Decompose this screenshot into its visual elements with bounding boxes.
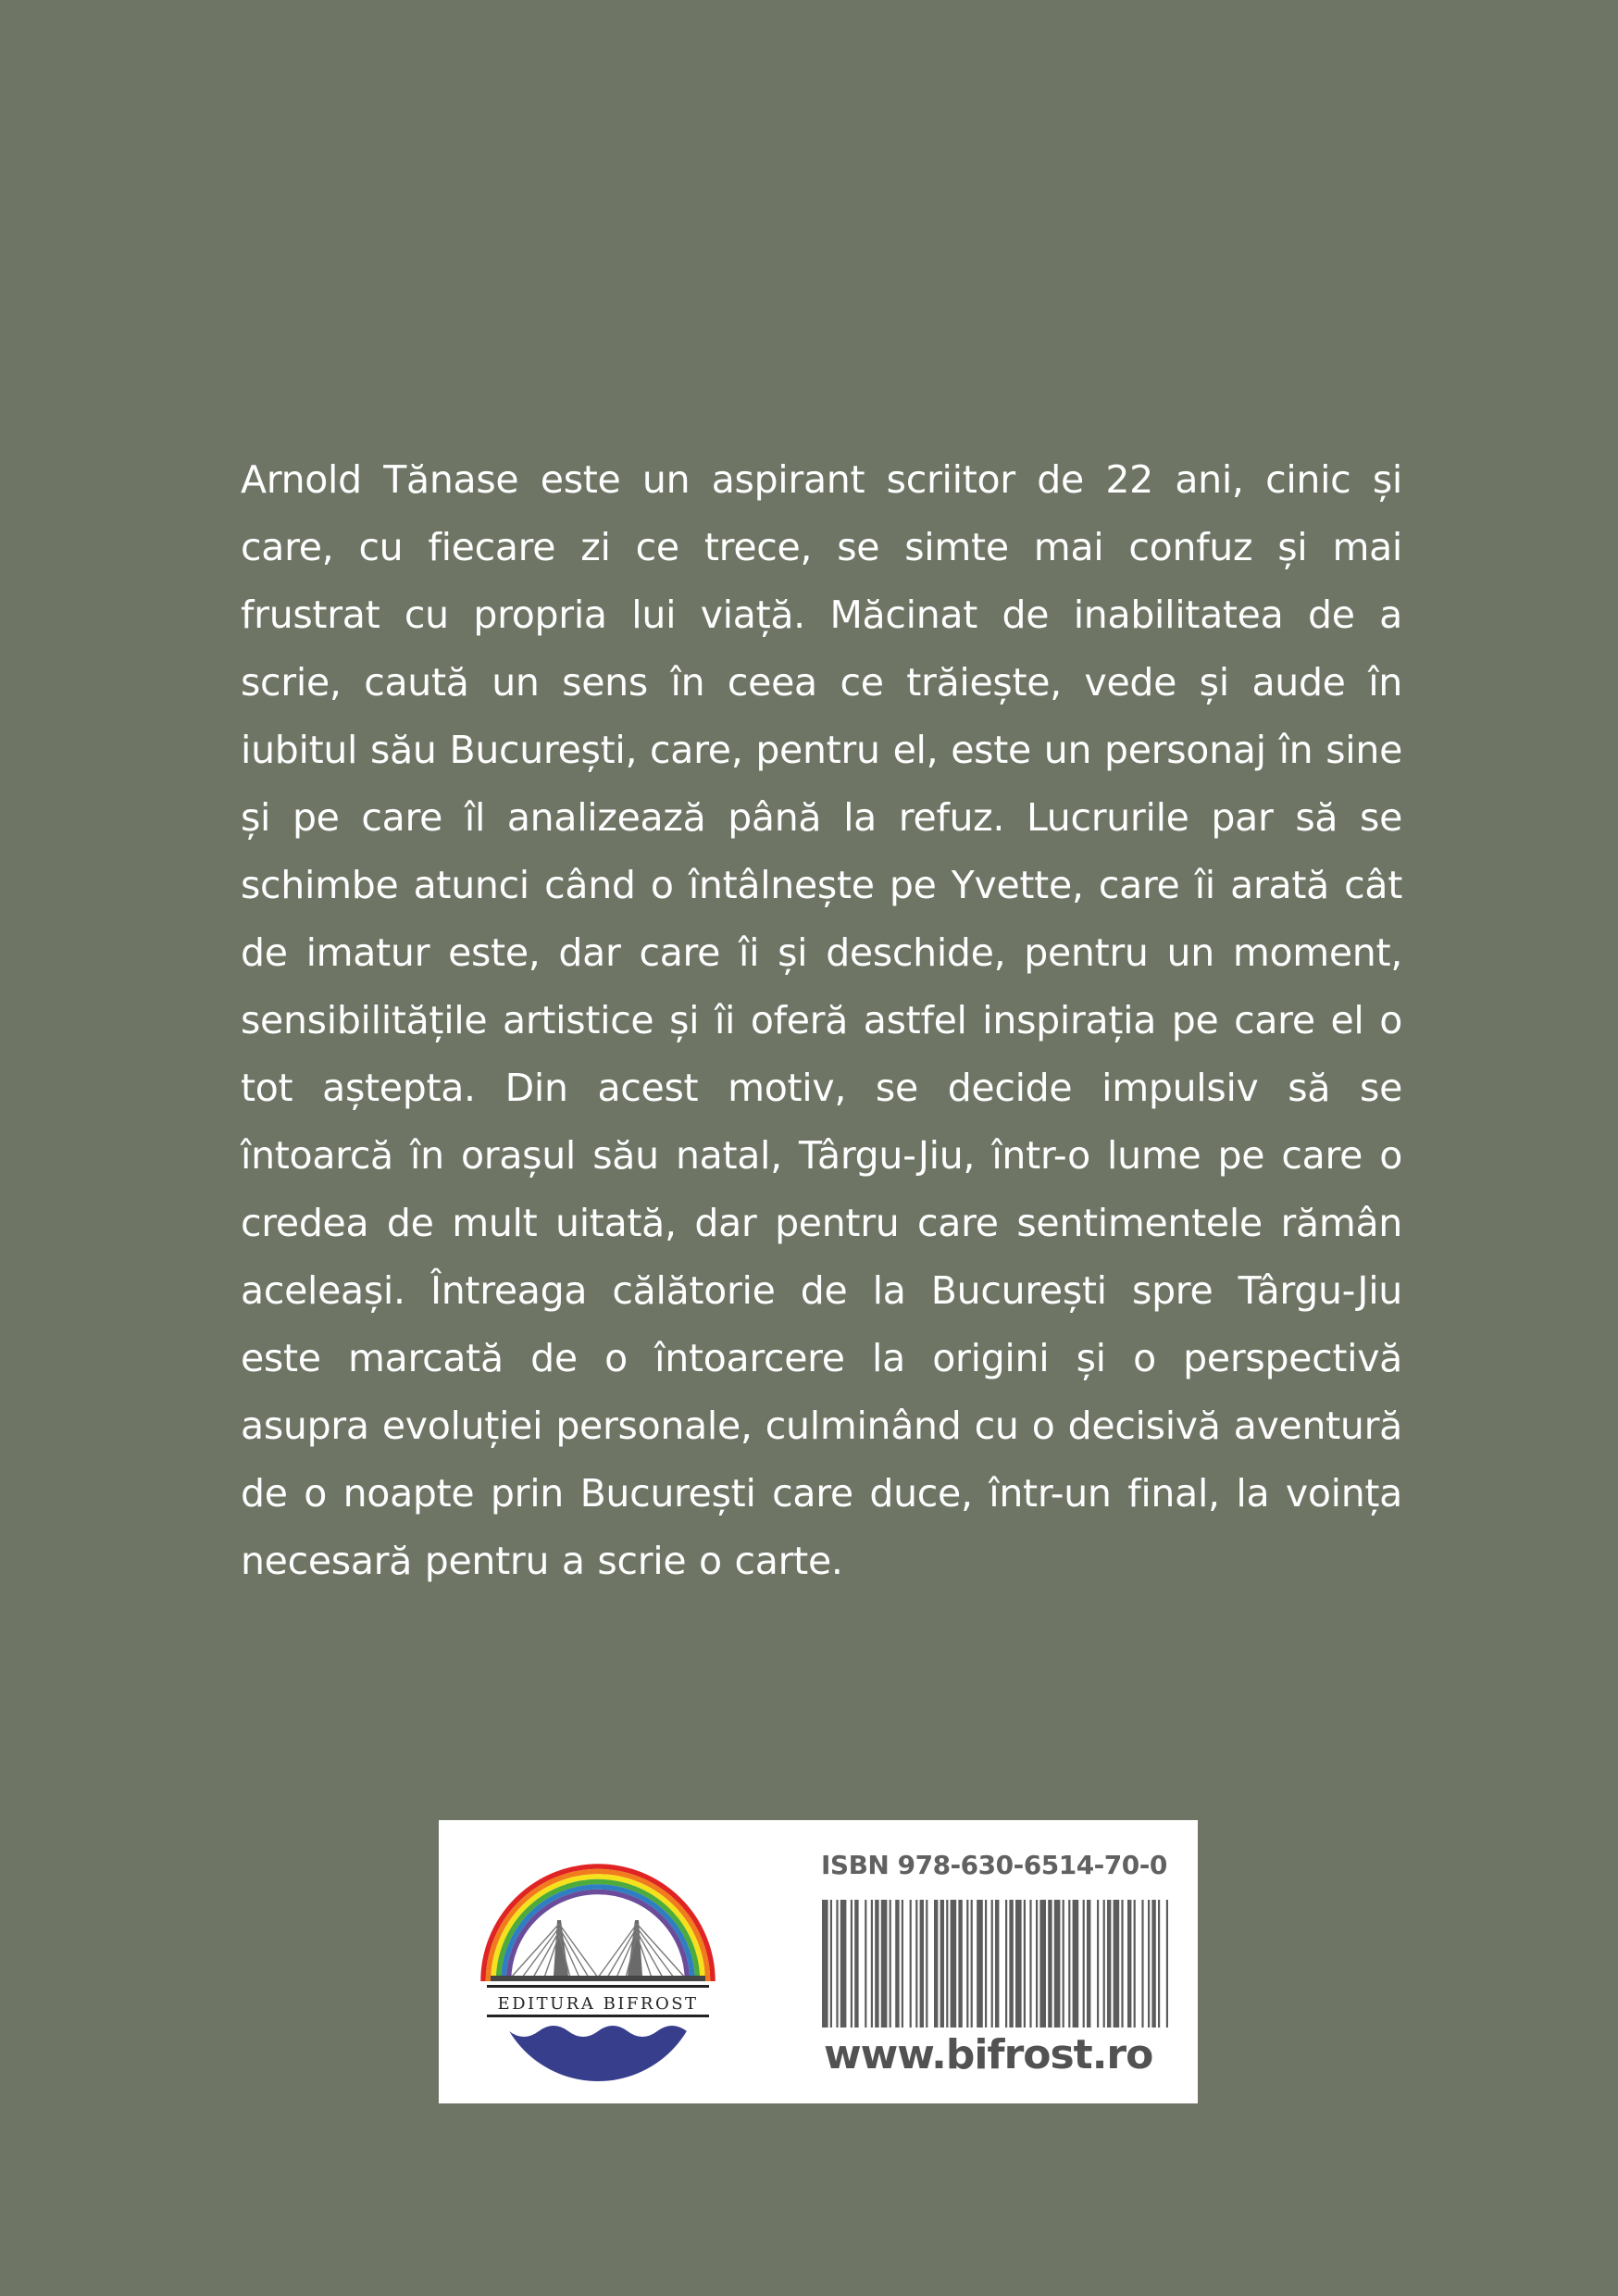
- publisher-info-box: [439, 1820, 1198, 2103]
- barcode-icon: [822, 1900, 1168, 2028]
- isbn-number: ISBN 978-630-6514-70-0: [821, 1850, 1167, 1880]
- logo-wordmark: EDITURA BIFROST: [497, 1994, 699, 2014]
- publisher-website: www.bifrost.ro: [824, 2031, 1153, 2078]
- book-description: Arnold Tănase este un aspirant scriitor de 22 ani, cinic și care, cu fiecare zi ce trece, se simte mai confuz și mai frustrat cu propria lui viață. Măcinat de inabilitatea de a scrie, caută un sens în ceea ce trăiește, vede și aude în iubitul său București, care, pentru el, este un personaj în sine și pe care îl analizează până la refuz. Lucrurile par să se schimbe atunci când o întâlnește pe Yvette, care îi arată cât de imatur este, dar care îi și deschide, pentru un moment, sensibilitățile artistice și îi oferă astfel inspirația pe care el o tot aștepta. Din acest motiv, se decide impulsiv să se întoarcă în orașul său natal, Târgu-Jiu, într-o lume pe care o credea de mult uitată, dar pentru care sentimentele rămân aceleași. Întreaga călătorie de la București spre Târgu-Jiu este marcată de o întoarcere la origini și o perspectivă asupra evoluției personale, culminând cu o decisivă aventură de o noapte prin București care duce, într-un final, la voința necesară pentru a scrie o carte.: [241, 457, 1402, 1583]
- rainbow-bridge-logo: [479, 1863, 716, 2085]
